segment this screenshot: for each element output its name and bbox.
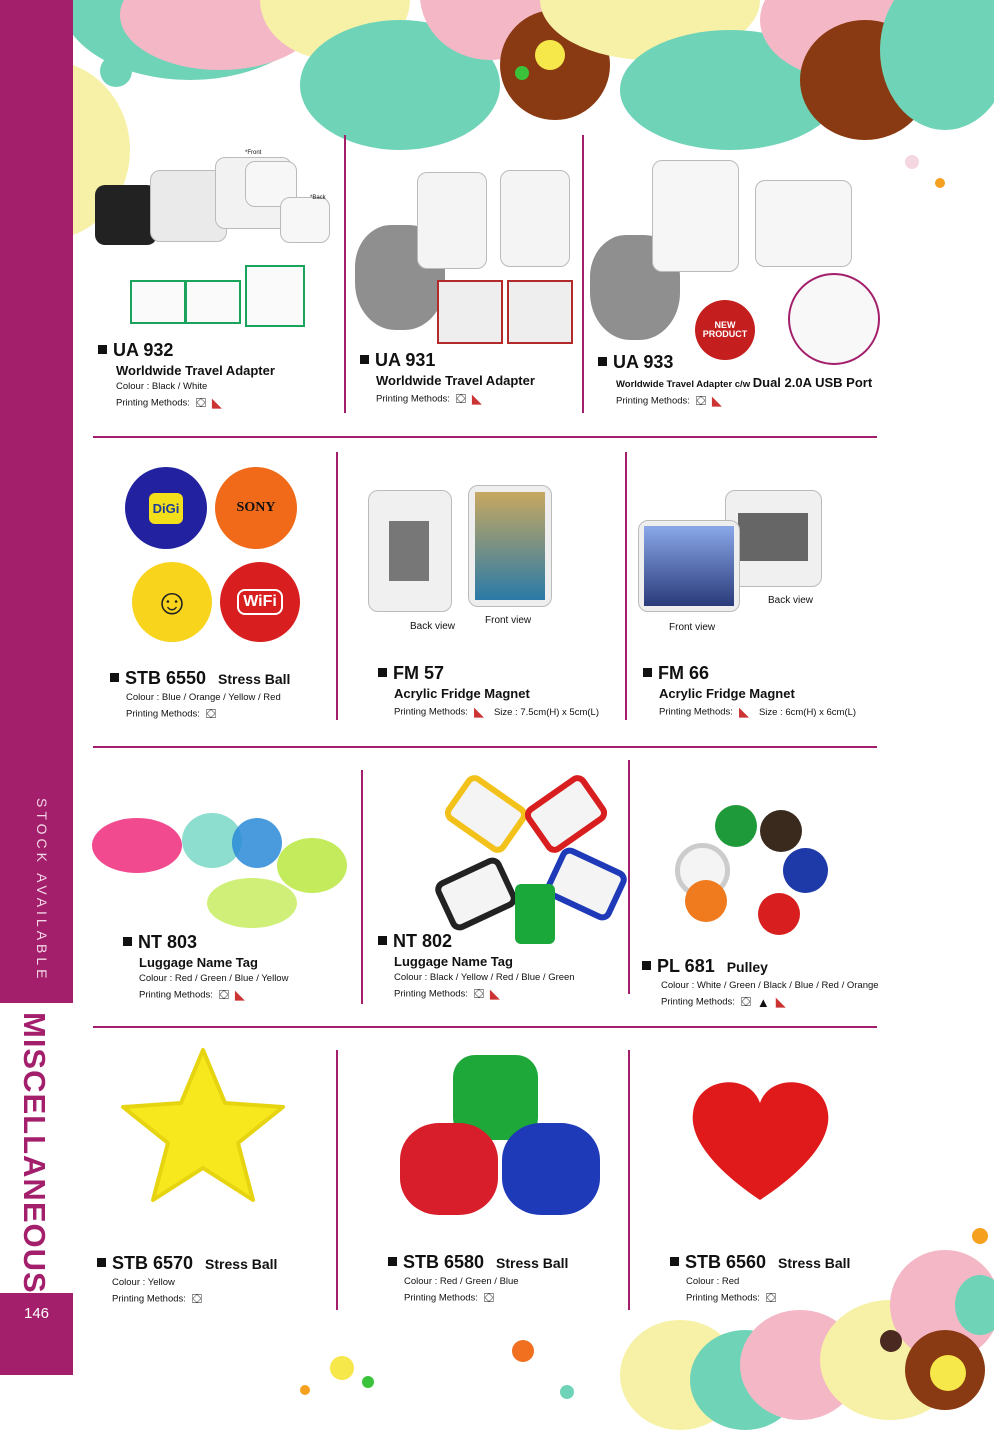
- product-colour: Colour : Black / White: [116, 381, 208, 392]
- product-colour: Colour : Yellow: [112, 1277, 175, 1288]
- front-tag: *Front: [245, 150, 262, 156]
- product-code: STB 6580 Stress Ball: [388, 1252, 568, 1273]
- full-color-print-icon: ◣: [489, 986, 500, 1001]
- new-product-badge: NEW PRODUCT: [695, 300, 755, 360]
- fm66-image: [635, 485, 875, 635]
- divider: [625, 452, 627, 720]
- nt803-image: [92, 778, 357, 928]
- divider: [93, 436, 877, 438]
- product-colour: Colour : Red / Green / Blue / Yellow: [139, 973, 289, 984]
- divider: [336, 452, 338, 720]
- printing-methods: Printing Methods: ◣ Size : 6cm(H) x 6cm(L): [659, 704, 857, 719]
- product-stb6570: [97, 1253, 277, 1307]
- divider: [582, 135, 584, 413]
- pl681-image: [640, 765, 890, 950]
- pad-print-icon: ⛋: [765, 1290, 776, 1305]
- product-colour: Colour : Red / Green / Blue: [404, 1276, 519, 1287]
- printing-methods: Printing Methods: ⛋ ◣: [616, 393, 722, 408]
- product-code: UA 931: [360, 350, 535, 371]
- product-fm57: [378, 663, 599, 720]
- nt802-image: [435, 782, 620, 942]
- ua931-image: [355, 160, 575, 345]
- pad-print-icon: ⛋: [205, 706, 216, 721]
- product-name: Worldwide Travel Adapter c/w Dual 2.0A USB Port: [616, 375, 873, 390]
- product-colour: Colour : White / Green / Black / Blue / Red / Orange: [661, 980, 879, 991]
- ua932-image: [95, 145, 335, 335]
- product-name: Acrylic Fridge Magnet: [394, 686, 530, 701]
- product-fm66: [643, 663, 856, 720]
- pad-print-icon: ⛋: [473, 986, 484, 1001]
- printing-methods: Printing Methods: ⛋ ▲ ◣: [661, 994, 786, 1010]
- front-view-label: Front view: [485, 615, 532, 626]
- product-ua932: [98, 340, 275, 411]
- product-stb6560: [670, 1252, 850, 1306]
- printing-methods: Printing Methods: ⛋ ◣: [394, 986, 500, 1001]
- printing-methods: Printing Methods: ⛋: [404, 1290, 494, 1305]
- pad-print-icon: ⛋: [695, 393, 706, 408]
- printing-methods: Printing Methods: ⛋: [686, 1290, 776, 1305]
- product-size: Size : 6cm(H) x 6cm(L): [758, 706, 857, 718]
- sidebar: [0, 0, 73, 1375]
- product-stb6580: [388, 1252, 568, 1306]
- product-colour: Colour : Blue / Orange / Yellow / Red: [126, 692, 281, 703]
- product-name: Worldwide Travel Adapter: [116, 363, 275, 378]
- stb6580-image: [398, 1055, 603, 1220]
- back-view-label: Back view: [768, 595, 814, 606]
- printing-methods: Printing Methods: ◣ Size : 7.5cm(H) x 5cm(L): [394, 704, 599, 719]
- stb6550-image: DiGi SONY ☺ WiFi: [120, 462, 310, 652]
- product-stb6550: [110, 668, 290, 722]
- pad-print-icon: ⛋: [455, 391, 466, 406]
- stb6560-image: [688, 1075, 833, 1205]
- divider: [93, 1026, 877, 1028]
- section-title: MISCELLANEOUS: [17, 1012, 52, 1294]
- full-color-print-icon: ◣: [473, 704, 484, 719]
- pad-print-icon: ⛋: [195, 395, 206, 410]
- printing-methods: Printing Methods: ⛋: [126, 706, 216, 721]
- product-code: UA 933: [598, 352, 872, 373]
- pad-print-icon: ⛋: [483, 1290, 494, 1305]
- divider: [628, 1050, 630, 1310]
- page-number: 146: [23, 1305, 50, 1322]
- product-pl681: [642, 956, 879, 1010]
- divider: [628, 760, 630, 994]
- printing-methods: Printing Methods: ⛋ ◣: [139, 987, 245, 1002]
- product-name: Luggage Name Tag: [394, 954, 513, 969]
- full-color-print-icon: ◣: [738, 704, 749, 719]
- stb6570-image: [118, 1045, 288, 1205]
- product-code: STB 6550 Stress Ball: [110, 668, 290, 689]
- fm57-image: [360, 480, 610, 640]
- printing-methods: Printing Methods: ⛋ ◣: [116, 395, 222, 410]
- product-size: Size : 7.5cm(H) x 5cm(L): [493, 706, 599, 718]
- ua933-image: [590, 155, 885, 350]
- product-ua933: [598, 352, 872, 409]
- full-color-print-icon: ◣: [711, 393, 722, 408]
- product-colour: Colour : Red: [686, 1276, 740, 1287]
- back-view-label: Back view: [410, 621, 456, 632]
- product-code: NT 802: [378, 931, 575, 952]
- pad-print-icon: ⛋: [191, 1291, 202, 1306]
- product-code: UA 932: [98, 340, 275, 361]
- full-color-print-icon: ◣: [211, 395, 222, 410]
- product-nt802: [378, 931, 575, 1002]
- printing-methods: Printing Methods: ⛋: [112, 1291, 202, 1306]
- product-code: FM 57: [378, 663, 599, 684]
- product-code: STB 6560 Stress Ball: [670, 1252, 850, 1273]
- pad-print-icon: ⛋: [740, 994, 751, 1009]
- full-color-print-icon: ◣: [775, 994, 786, 1009]
- product-code: PL 681 Pulley: [642, 956, 879, 977]
- front-view-label: Front view: [669, 622, 716, 633]
- divider: [336, 1050, 338, 1310]
- back-tag: *Back: [310, 195, 326, 201]
- product-nt803: [123, 932, 288, 1003]
- printing-methods: Printing Methods: ⛋ ◣: [376, 391, 482, 406]
- stock-available-label: STOCK AVAILABLE: [34, 798, 50, 983]
- product-name: Worldwide Travel Adapter: [376, 373, 535, 388]
- hot-stamp-icon: ▲: [756, 994, 770, 1010]
- full-color-print-icon: ◣: [234, 987, 245, 1002]
- divider: [93, 746, 877, 748]
- divider: [344, 135, 346, 413]
- product-name: Luggage Name Tag: [139, 955, 258, 970]
- product-code: NT 803: [123, 932, 288, 953]
- product-name: Acrylic Fridge Magnet: [659, 686, 795, 701]
- product-ua931: [360, 350, 535, 407]
- product-code: FM 66: [643, 663, 856, 684]
- product-colour: Colour : Black / Yellow / Red / Blue / Green: [394, 972, 575, 983]
- full-color-print-icon: ◣: [471, 391, 482, 406]
- product-code: STB 6570 Stress Ball: [97, 1253, 277, 1274]
- divider: [361, 770, 363, 1004]
- pad-print-icon: ⛋: [218, 987, 229, 1002]
